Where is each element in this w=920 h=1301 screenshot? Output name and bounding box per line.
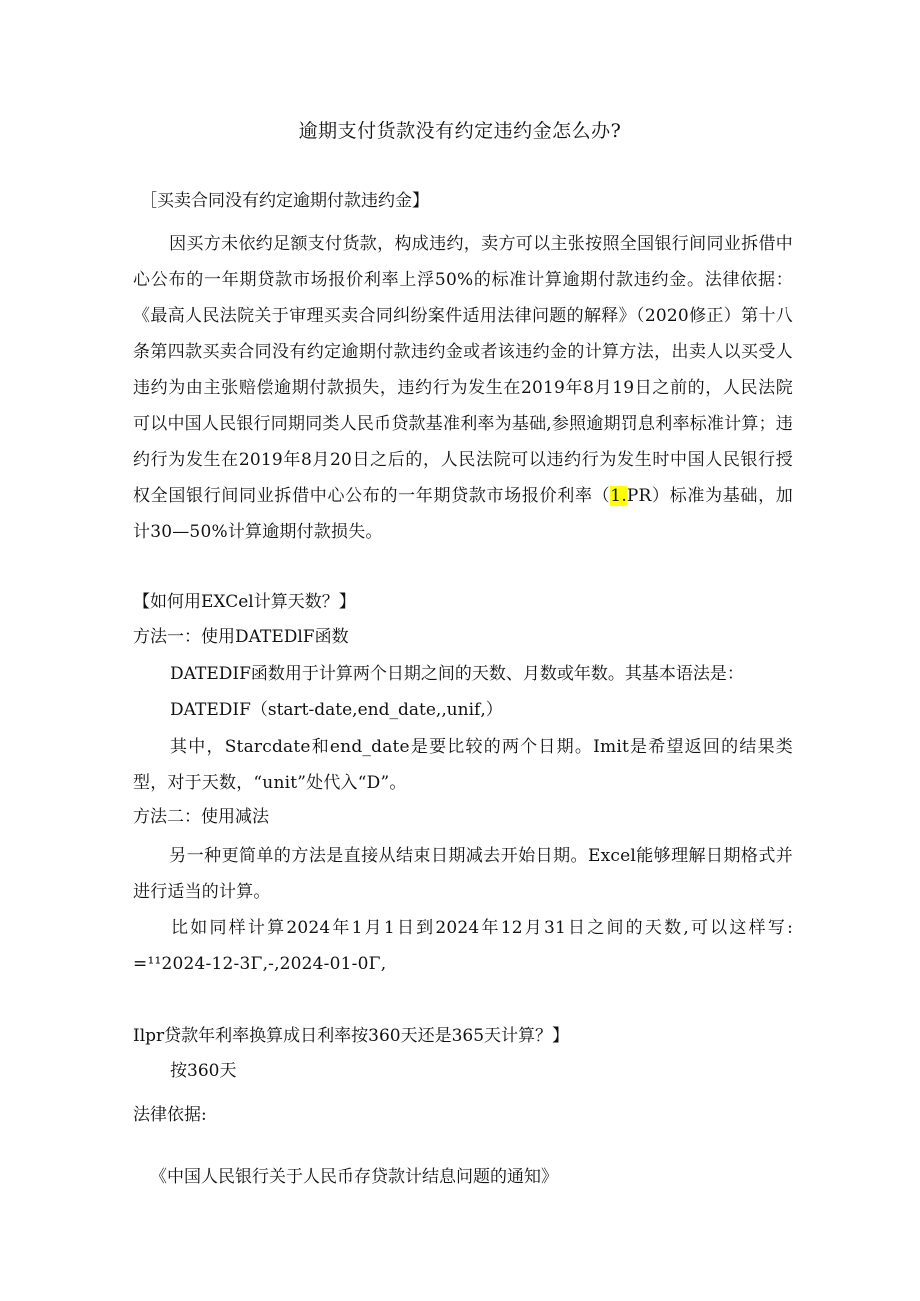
- method1-note: [133, 729, 793, 801]
- section1-paragraph: [133, 226, 793, 550]
- method1-note-text: 其中，Starcdate和end_date是要比较的两个日期。Imit是希望返回的结果类型，对于天数，“unit”处代入“D”。: [133, 737, 793, 793]
- section1-paragraph-text-end: PR）标准为基础，加计30—50%计算逾期付款损失。: [133, 486, 793, 542]
- method1-label: 方法一：使用DATEDlF函数: [133, 627, 349, 647]
- method2-description: [133, 838, 793, 910]
- section1-paragraph-text: 因买方未依约足额支付货款，构成违约，卖方可以主张按照全国银行间同业拆借中心公布的一年期贷款市场报价利率上浮50%的标准计算逾期付款违约金。法律依据：《最高人民法院关于审理买卖合同纠纷案件适用法律问题的解释》（2020修正）第十八条第四款买卖合同没有约定逾期付款违约金或者该违约金的计算方法，出卖人以买受人违约为由主张赔偿逾期付款损失，违约行为发生在2019年8月19日之前的，人民法院可以中国人民银行同期同类人民币贷款基准利率为基础,参照逾期罚息利率标准计算；违约行为发生在2019年8月20日之后的，人民法院可以违约行为发生时中国人民银行授权全国银行间同业拆借中心公布的一年期贷款市场报价利率（: [133, 234, 793, 506]
- method2-description-text: 另一种更简单的方法是直接从结束日期减去开始日期。Excel能够理解日期格式并进行适当的计算。: [133, 846, 793, 902]
- method2-example: [133, 910, 793, 982]
- section2-heading: 【如何用EXCel计算天数？】: [133, 592, 356, 612]
- section3-answer: 按360天: [170, 1061, 237, 1081]
- method1-description: DATEDIF函数用于计算两个日期之间的天数、月数或年数。其基本语法是：: [170, 664, 744, 684]
- section1-heading: ［买卖合同没有约定逾期付款违约金】: [140, 191, 429, 211]
- highlighted-text: 1.: [610, 486, 627, 506]
- method2-label: 方法二：使用减法: [133, 807, 269, 827]
- section3-heading: Ilpr贷款年利率换算成日利率按360天还是365天计算？】: [133, 1026, 570, 1046]
- page-title: 逾期支付货款没有约定违约金怎么办?: [298, 120, 622, 142]
- legal-citation: 《中国人民银行关于人民币存贷款计结息问题的通知》: [150, 1167, 558, 1187]
- method2-example-text: 比如同样计算2024年1月1日到2024年12月31日之间的天数,可以这样写: =¹¹2024-12-3Γ‚-‚2024-01-0Γ‚: [133, 918, 793, 974]
- legal-basis-label: 法律依据:: [133, 1105, 207, 1125]
- method1-syntax: DATEDIF（start-date,end_date,‚unif‚）: [170, 700, 503, 720]
